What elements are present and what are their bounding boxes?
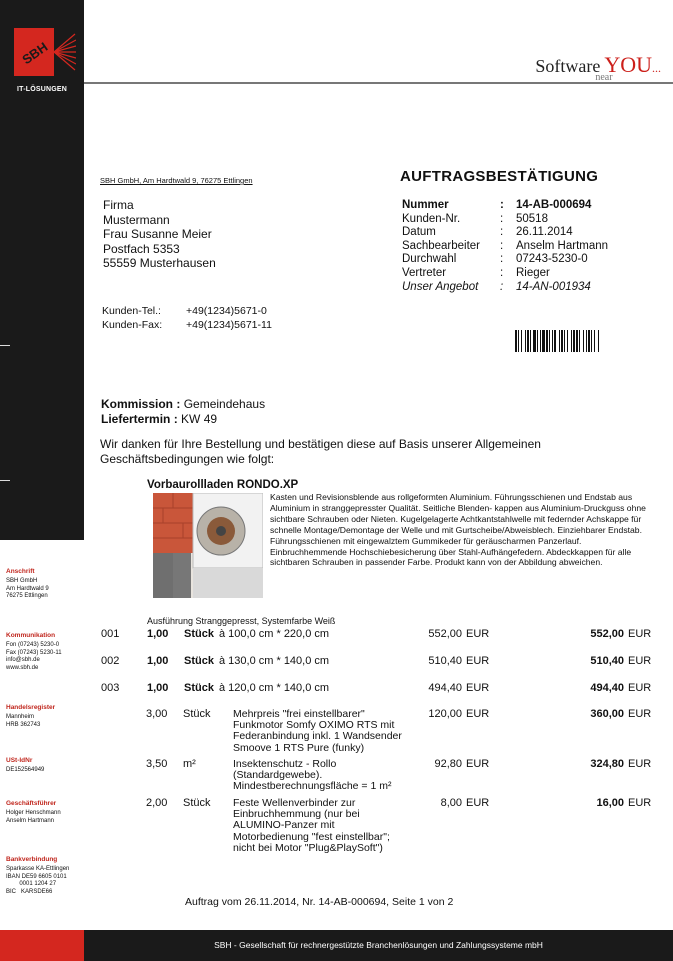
recipient-line: Postfach 5353 [103, 241, 180, 256]
sidebar-section-line: DE152564949 [6, 767, 45, 773]
extra-price: 92,80 [434, 758, 462, 770]
meta-label: Durchwahl [402, 253, 457, 266]
extra-description-line: (Standardgewebe). [233, 769, 323, 782]
page-footnote: Auftrag vom 26.11.2014, Nr. 14-AB-000694, Seite 1 von 2 [185, 896, 454, 908]
position-price: 552,00 [428, 628, 462, 640]
barcode-bar [571, 330, 572, 352]
extra-description-line: ALUMINO-Panzer mit [233, 819, 335, 832]
product-description: Kasten und Revisionsblende aus rollgeformten Aluminium. Führungsschienen und Endstab aus Aluminium in stranggepresster Qualität. Seitliche Blenden- kappen aus Aluminium-Druckguss ohne sichtbare Schrauben oder Nieten. Kugelgelagerte Achtkantstahlwelle mit federnder Achskappe für schnelle Montage/Demontage der Welle und mit Gurtscheibe/Abweisblech. Einziehbarer Endstab. Führungsschienen mit eingewalztem Gummikeder für geräuscharmen Panzerlauf. Einbruchhemmende Hochschiebesicherung über Stahl-Aufhängefedern. Abdeckkappen für alle sichtbaren Schrauben in passender Farbe. Produkt kann von der Abbildung abweichen. [270, 492, 646, 568]
position-pos: 003 [101, 682, 120, 694]
extra-description-line: Funkmotor Somfy OXIMO RTS mit [233, 719, 395, 732]
extra-description-line: Federanbindung inkl. 1 Wandsender [233, 730, 402, 743]
extra-description-line: nicht bei Motor "Plug&PlaySoft") [233, 841, 383, 854]
barcode-bar [515, 330, 517, 352]
extra-qty: 3,00 [146, 708, 168, 720]
barcode-bar [564, 330, 565, 352]
sidebar-section-line: info@sbh.de [6, 657, 40, 663]
contact-value: +49(1234)5671-0 [186, 305, 267, 317]
meta-row [402, 226, 608, 240]
extra-description-line: Insektenschutz - Rollo [233, 758, 337, 770]
barcode-bar [579, 330, 580, 352]
barcode-bar [583, 330, 584, 352]
sbh-logo [14, 28, 76, 78]
meta-label: Sachbearbeiter [402, 239, 480, 252]
barcode-bar [567, 330, 568, 352]
meta-row [402, 281, 608, 295]
slogan-software: Software [535, 56, 601, 76]
logo-text: SBH [19, 39, 51, 68]
position-unit: Stück [184, 682, 214, 694]
barcode-bar [576, 330, 578, 352]
meta-value: 50518 [516, 212, 548, 225]
extra-unit: Stück [183, 797, 211, 809]
sidebar-accent-bar [0, 930, 84, 961]
position-cur: EUR [466, 628, 490, 640]
position-cur2: EUR [628, 682, 652, 694]
sidebar-section-line: Holger Henschmann [6, 810, 61, 816]
meta-row [402, 240, 608, 254]
position-pos: 001 [101, 628, 120, 640]
meta-row [402, 253, 608, 267]
meta-colon: : [500, 226, 504, 239]
sidebar-section-line: Fax (07243) 5230-11 [6, 649, 62, 656]
barcode-bar [591, 330, 592, 352]
sidebar-section-line: Fon (07243) 5230-0 [6, 642, 60, 648]
extra-cur2: EUR [628, 758, 652, 770]
sidebar-section-line: 76275 Ettlingen [6, 593, 48, 599]
barcode-bar [533, 330, 536, 352]
sidebar-section-line: BIC KARSDE66 [6, 888, 53, 895]
sidebar-section-line: 0001 1204 27 [6, 881, 57, 887]
meta-label: Vertreter [402, 266, 447, 279]
barcode-bar [559, 330, 560, 352]
document-title: AUFTRAGSBESTÄTIGUNG [400, 168, 599, 185]
meta-colon: : [500, 266, 504, 279]
position-total: 552,00 [590, 628, 624, 640]
sidebar-section-line: IBAN DE59 6605 0101 [6, 873, 67, 880]
contact-label: Kunden-Fax: [102, 318, 163, 331]
sidebar-tick [0, 480, 10, 481]
barcode-bar [561, 330, 563, 352]
meta-colon: : [500, 239, 504, 252]
meta-row [402, 199, 608, 213]
header-rule [84, 82, 673, 84]
barcode-bar [554, 330, 556, 352]
sidebar-section-line: Sparkasse KA-Ettlingen [6, 866, 70, 872]
extra-total: 16,00 [596, 797, 624, 809]
product-title: Vorbaurollladen RONDO.XP [147, 479, 299, 491]
sender-line: SBH GmbH, Am Hardtwald 9, 76275 Ettlingen [100, 176, 253, 185]
position-unit: Stück [184, 628, 214, 640]
position-dims: à 120,0 cm * 140,0 cm [219, 682, 330, 694]
position-price: 510,40 [428, 655, 462, 667]
meta-colon: : [500, 212, 504, 225]
extra-qty: 3,50 [146, 758, 168, 770]
barcode-bar [525, 330, 526, 352]
barcode-bar [530, 330, 531, 352]
meta-label: Kunden-Nr. [402, 212, 461, 225]
sidebar-section-title: USt-IdNr [6, 757, 33, 764]
barcode-bar [540, 330, 541, 352]
extra-description-line: Motorbedienung "fest einstellbar"; [233, 830, 390, 843]
position-qty: 1,00 [147, 628, 169, 640]
meta-value: 26.11.2014 [516, 226, 573, 239]
footer-bar: SBH - Gesellschaft für rechnergestützte Branchenlösungen und Zahlungssysteme mbH [84, 930, 673, 961]
extra-price: 120,00 [428, 708, 462, 720]
delivery-value: KW 49 [181, 411, 218, 426]
extra-total: 360,00 [590, 708, 624, 720]
delivery-label: Liefertermin [101, 411, 171, 426]
barcode-bar [586, 330, 587, 352]
meta-label: Nummer [402, 199, 449, 211]
meta-value: 14-AB-000694 [516, 199, 592, 211]
recipient-line: 55559 Musterhausen [103, 256, 216, 270]
commission-value: Gemeindehaus [183, 397, 266, 411]
meta-colon: : [500, 253, 504, 266]
barcode-bar [542, 330, 545, 352]
position-total: 494,40 [590, 682, 624, 694]
sidebar-section-title: Geschäftsführer [6, 800, 57, 807]
position-dims: à 130,0 cm * 140,0 cm [219, 655, 330, 667]
meta-label: Datum [402, 226, 436, 239]
extra-qty: 2,00 [146, 797, 168, 809]
slogan [535, 52, 661, 83]
contact-row [102, 305, 272, 319]
barcode [515, 330, 665, 352]
recipient-line: Firma [103, 198, 134, 212]
barcode-bar [546, 330, 548, 352]
document-meta [402, 199, 608, 294]
position-pos: 002 [101, 655, 120, 667]
sidebar-section-line: Anselm Hartmann [6, 817, 55, 824]
position-cur2: EUR [628, 628, 652, 640]
recipient-line: Mustermann [103, 212, 170, 227]
sidebar-section-line: SBH GmbH [6, 578, 38, 584]
barcode-bar [598, 330, 599, 352]
barcode-bar [537, 330, 538, 352]
sidebar-section-title: Handelsregister [6, 704, 56, 711]
extra-cur: EUR [466, 758, 490, 770]
position-cur2: EUR [628, 655, 652, 667]
position-total: 510,40 [590, 655, 624, 667]
slogan-you: YOU [604, 52, 652, 77]
logo-subtitle: IT-LÖSUNGEN [16, 86, 68, 93]
extra-cur: EUR [466, 797, 490, 809]
sidebar-section-title: Kommunikation [6, 632, 56, 639]
barcode-bar [552, 330, 553, 352]
meta-value: Anselm Hartmann [516, 239, 609, 252]
extra-cur: EUR [466, 708, 490, 720]
position-price: 494,40 [428, 682, 462, 694]
commission-label: Kommission [101, 397, 174, 411]
position-cur: EUR [466, 655, 490, 667]
position-cur: EUR [466, 682, 490, 694]
position-unit: Stück [184, 655, 214, 667]
intro-text: Wir danken für Ihre Bestellung und bestätigen diese auf Basis unserer Allgemeinen Geschäftsbedingungen wie folgt: [100, 437, 541, 466]
sidebar-section-title: Anschrift [6, 568, 35, 575]
barcode-bar [594, 330, 595, 352]
meta-value: Rieger [516, 266, 550, 279]
extra-description-line: Mehrpreis "frei einstellbarer" [233, 708, 365, 720]
extra-cur2: EUR [628, 708, 652, 720]
extra-price: 8,00 [440, 797, 462, 809]
sidebar-section-line: Am Hardtwald 9 [6, 585, 49, 592]
position-dims: à 100,0 cm * 220,0 cm [219, 628, 330, 640]
extra-cur2: EUR [628, 797, 652, 809]
extra-unit: Stück [183, 708, 211, 720]
commission-row: Kommission : Gemeindehaus [101, 397, 266, 411]
recipient-line: Frau Susanne Meier [103, 227, 212, 241]
extra-description-line: Smoove 1 RTS Pure (funky) [233, 741, 365, 754]
meta-value: 14-AN-001934 [516, 280, 591, 293]
contact-row [102, 319, 272, 333]
slogan-near: near [595, 72, 613, 83]
barcode-bar [588, 330, 590, 352]
meta-value: 07243-5230-0 [516, 253, 588, 266]
contact-value: +49(1234)5671-11 [186, 318, 272, 331]
product-image [153, 493, 263, 598]
meta-row [402, 267, 608, 281]
barcode-bar [573, 330, 575, 352]
position-qty: 1,00 [147, 682, 169, 694]
execution-note: Ausführung Stranggepresst, Systemfarbe Weiß [147, 616, 336, 626]
sidebar-section-line: www.sbh.de [6, 664, 39, 671]
sidebar-section-title: Bankverbindung [6, 856, 58, 863]
sidebar-section-line: HRB 362743 [6, 721, 41, 728]
extra-description-line: Einbruchhemmung (nur bei [233, 808, 360, 821]
extra-description-line: Mindestberechnungsfläche = 1 m² [233, 780, 392, 793]
customer-contact [102, 305, 272, 332]
extra-total: 324,80 [590, 758, 624, 770]
position-qty: 1,00 [147, 655, 169, 667]
extra-description-line: Feste Wellenverbinder zur [233, 797, 356, 809]
contact-label: Kunden-Tel.: [102, 305, 161, 317]
sidebar-section-line: Mannheim [6, 714, 35, 720]
meta-colon: : [500, 280, 504, 293]
barcode-bar [549, 330, 550, 352]
extra-unit: m² [183, 758, 196, 770]
recipient-address [103, 198, 216, 271]
meta-row [402, 213, 608, 227]
barcode-bar [527, 330, 529, 352]
commission-block [101, 397, 265, 426]
barcode-bar [521, 330, 522, 352]
meta-colon: : [500, 199, 504, 211]
slogan-dots: ... [652, 61, 661, 75]
meta-label: Unser Angebot [402, 280, 479, 293]
delivery-row: Liefertermin : KW 49 [101, 411, 218, 426]
sidebar-tick [0, 345, 10, 346]
barcode-bar [518, 330, 519, 352]
